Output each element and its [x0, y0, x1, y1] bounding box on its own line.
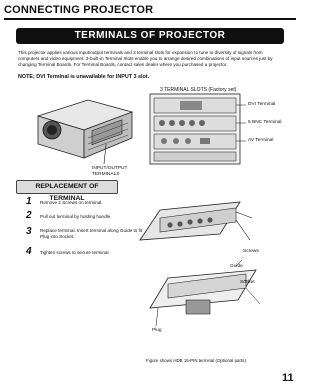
step-number: 4 — [26, 246, 32, 257]
io-terminals-label-2: TERMINALS — [92, 172, 120, 177]
step-text: Replace terminal. Insert terminal along Guide to fit Plug into Socket. — [40, 228, 143, 239]
terminal-insert-illustration — [146, 262, 266, 332]
socket-label: Socket — [240, 280, 255, 285]
guide-label: Guide — [230, 264, 243, 269]
io-terminals-label-1: INPUT/OUTPUT — [92, 166, 128, 171]
step-text: Pull out terminal by holding handle. — [40, 214, 112, 219]
step-number: 3 — [26, 226, 32, 237]
step-number: 2 — [26, 210, 32, 221]
slots-heading: 3 TERMINAL SLOTS (Factory set) — [160, 87, 237, 93]
step-text: Tighten screws to secure terminal. — [40, 250, 110, 255]
terminal-slots-panel — [150, 94, 240, 164]
note-text: NOTE; DVI Terminal is unavailable for INPUT 3 slot. — [18, 74, 150, 80]
terminal-removal-illustration — [140, 200, 260, 250]
screws-label: Screws — [243, 249, 259, 254]
section-banner: TERMINALS OF PROJECTOR — [16, 28, 284, 44]
title-rule — [4, 18, 296, 20]
projector-illustration — [28, 86, 138, 166]
page-number: 11 — [282, 372, 294, 384]
plug-label: Plug — [152, 328, 162, 333]
step-text: Remove 2 Screws on terminal. — [40, 200, 103, 205]
intro-paragraph: This projector applies various input/output terminals and 3 terminal slots for expansion to tune to diversity of signals from computers and video equipment. 3-built-in Terminal Slots enable you to arrange desired combinations of input sources just by changing Terminal Boards. For Terminal Boards, contact sales dealer where you purchased a projector. — [18, 50, 273, 67]
av-terminal-label: AV Terminal — [248, 138, 274, 143]
figure-caption: Figure shows HDB 15-PIN terminal (Optional parts). — [146, 358, 248, 363]
replacement-heading: REPLACEMENT OF TERMINAL — [16, 180, 118, 194]
step-number: 1 — [26, 196, 32, 207]
bnc-terminal-label: 5 BNC Terminal — [248, 120, 282, 125]
dvi-terminal-label: DVI Terminal — [248, 102, 276, 107]
page-title: CONNECTING PROJECTOR — [4, 4, 154, 16]
